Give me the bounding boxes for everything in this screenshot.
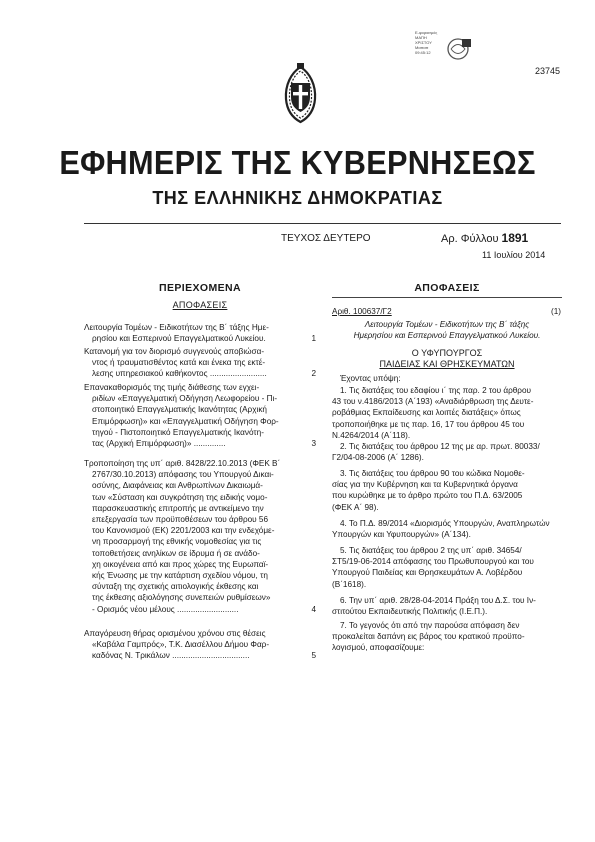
- entry-line: [84, 650, 316, 661]
- item-line: 2. Τις διατάξεις του άρθρου 12 της με αρ. πρωτ. 80033/: [340, 442, 540, 451]
- gazette-subtitle: ΤΗΣ ΕΛΛΗΝΙΚΗΣ ΔΗΜΟΚΡΑΤΙΑΣ: [152, 188, 443, 208]
- issue-date: 11 Ιουλίου 2014: [482, 250, 546, 260]
- entry-page: 2: [311, 369, 316, 378]
- item-line: τροποποιήθηκε με τις παρ. 16, 17 του άρθρου 45 του: [332, 419, 525, 429]
- item-line: 3. Τις διατάξεις του άρθρου 90 του κώδικα Νομοθε-: [340, 469, 525, 478]
- item-line: 5. Τις διατάξεις του άρθρου 2 της υπ΄ αριθ. 34654/: [340, 546, 522, 555]
- greek-coat-of-arms-icon: [279, 63, 322, 125]
- entry-page: 5: [311, 651, 316, 660]
- item-line: ροβάθμιας Εκπαίδευσης και λοιπές διατάξεις» όπως: [332, 408, 521, 418]
- header-divider: [84, 223, 561, 224]
- entry-line: Επιμόρφωση)» και «Επαγγελματική Οδήγηση Φορ-: [92, 416, 279, 426]
- entry-line: [84, 604, 316, 615]
- entry-line: Επανακαθορισμός της τιμής διάθεσης των εγχει-: [84, 383, 260, 392]
- having-in-mind: Έχοντας υπόψη:: [340, 374, 401, 383]
- item-line: προκαλείται δαπάνη εις βάρος του κρατικού προϋπο-: [332, 632, 525, 642]
- entry-page: 1: [311, 334, 316, 343]
- contents-entry[interactable]: [84, 322, 316, 344]
- entry-line: «Καβάλα Γαμπρός», Τ.Κ. Διασέλλου Δήμου Φαρ-: [92, 640, 270, 650]
- authority-title: Ο ΥΦΥΠΟΥΡΓΟΣ: [411, 348, 483, 358]
- item-line: (ΦΕΚ Α΄ 98).: [332, 502, 379, 512]
- subject-line: Λειτουργία Τομέων - Ειδικοτήτων της Β΄ τάξης: [364, 320, 530, 329]
- contents-heading: ΠΕΡΙΕΧΟΜΕΝΑ: [159, 282, 241, 294]
- entry-line: κής Ένωσης με την κατάρτιση σχεδίου νόμου, τη: [92, 571, 268, 581]
- entry-line: του Κανονισμού (ΕΚ) 2201/2003 και την ενδεχόμε-: [92, 526, 275, 536]
- contents-entry[interactable]: [84, 346, 316, 380]
- entry-line: [84, 368, 316, 379]
- decisions-divider: [332, 297, 562, 298]
- page-number: 23745: [534, 66, 560, 76]
- item-line: Γ2/04-08-2006 (Α΄ 1286).: [332, 453, 424, 463]
- stamp-line: ΜΑΠΗ: [415, 35, 427, 40]
- item-line: Υπουργού Παιδείας και Θρησκευμάτων Α. Λοβέρδου: [332, 568, 523, 578]
- leader-dots: ..................................: [172, 651, 250, 661]
- gazette-title: ΕΦΗΜΕΡΙΣ ΤΗΣ ΚΥΒΕΡΝΗΣΕΩΣ: [59, 144, 536, 181]
- decision-item: [332, 385, 562, 441]
- decision-item: [332, 595, 562, 617]
- contents-entry[interactable]: [84, 382, 316, 449]
- item-line: Ν.4264/2014 (Α΄118).: [332, 430, 411, 440]
- entry-line: νη προσαρμογή της εθνικής νομοθεσίας για τις: [92, 537, 262, 547]
- entry-line: ριδίων «Επαγγελματική Οδήγηση Λεωφορείου - Πι-: [92, 394, 278, 404]
- item-line: στιτούτου Εκπαιδευτικής Πολιτικής (Ι.Ε.Π.).: [332, 607, 488, 617]
- leader-dots: ...........................: [177, 604, 239, 614]
- contents-section-heading: ΑΠΟΦΑΣΕΙΣ: [172, 300, 228, 310]
- item-line: 7. Το γεγονός ότι από την παρούσα απόφαση δεν: [340, 621, 520, 630]
- item-line: λογισμού, αποφασίζουμε:: [332, 643, 425, 653]
- leader-dots: ..............: [193, 439, 226, 449]
- entry-line: Τροποποίηση της υπ΄ αριθ. 8428/22.10.2013 (ΦΕΚ Β΄: [84, 459, 281, 468]
- decisions-heading: ΑΠΟΦΑΣΕΙΣ: [414, 282, 480, 294]
- entry-line: ντος ή τραυματισθέντος κατά και ένεκα της εκτέ-: [92, 358, 266, 368]
- entry-line-text: τας (Αρχική Επιμόρφωση)»: [92, 439, 192, 449]
- item-line: (Β΄1618).: [332, 579, 367, 589]
- entry-line: χη οικογένεια από και προς χώρες της Ευρωπαϊ-: [92, 559, 269, 569]
- entry-line: [84, 438, 316, 449]
- contents-entry[interactable]: [84, 628, 316, 662]
- entry-line: Απαγόρευση θήρας ορισμένου χρόνου στις θέσεις: [84, 629, 266, 638]
- entry-line-text: λεσης υπηρεσιακού καθήκοντος: [92, 369, 208, 379]
- entry-line: Κατανομή για τον διορισμό συγγενούς αποβιώσα-: [84, 347, 265, 356]
- entry-page: 4: [311, 605, 316, 614]
- entry-line: επεξεργασία των προϋποθέσεων του άρθρου 56: [92, 515, 269, 525]
- entry-line: ρησίου και Εσπερινού Επαγγελματικού Λυκείου.: [92, 334, 266, 344]
- entry-line: Λειτουργία Τομέων - Ειδικοτήτων της Β΄ τάξης Ημε-: [84, 323, 269, 332]
- sheet-label-text: Αρ. Φύλλου: [441, 233, 502, 245]
- entry-line: σύνταξη της σχετικής αιτιολογικής έκθεσης και: [92, 582, 259, 592]
- entry-line: τοποθετήσεις ανηλίκων σε ίδρυμα ή σε ανάδο-: [92, 548, 260, 558]
- leader-dots: .........................: [209, 369, 267, 379]
- sheet-number: 1891: [501, 231, 529, 245]
- stamp-line: ΧΡΙΣΤΟΥ: [415, 40, 432, 45]
- decision-item: [332, 545, 562, 590]
- entry-page: 3: [311, 439, 316, 448]
- entry-line: των «Σύσταση και συγκρότηση της ειδικής νομο-: [92, 492, 268, 502]
- stamp-line: Μαπαπ: [415, 45, 429, 50]
- stamp-line: 09:45:12: [415, 50, 431, 55]
- sheet-number-label: [441, 231, 528, 245]
- authority-subtitle: ΠΑΙΔΕΙΑΣ ΚΑΙ ΘΡΗΣΚΕΥΜΑΤΩΝ: [379, 359, 515, 369]
- subject-line: Ημερησίου και Εσπερινού Επαγγελματικού Λυκείου.: [353, 331, 541, 341]
- decision-item: [332, 468, 562, 513]
- decision-item: [332, 518, 562, 540]
- item-line: 6. Την υπ΄ αριθ. 28/28-04-2014 Πράξη του Δ.Σ. του Ιν-: [340, 596, 536, 605]
- decision-reference: Αριθ. 100637/Γ2: [332, 307, 392, 316]
- item-line: σίας για την Κυβέρνηση και τα Κυβερνητικά όργανα: [332, 480, 518, 490]
- decision-marker: (1): [551, 307, 562, 316]
- item-line: 43 του ν.4186/2013 (Α΄193) «Αναδιάρθρωση της Δευτε-: [332, 397, 534, 407]
- decision-item: [332, 620, 562, 654]
- entry-line-text: - Ορισμός νέου μέλους: [92, 604, 175, 614]
- entry-line: τηγού - Πιστοποιητικό Επαγγελματικής Ικανότη-: [92, 427, 264, 437]
- item-line: ΣΤ5/19-06-2014 απόφασης του Πρωθυπουργού και του: [332, 557, 534, 567]
- decision-item: [332, 441, 562, 463]
- contents-entry[interactable]: [84, 458, 316, 615]
- stamp-line: Ε-φορασμός: [415, 30, 438, 35]
- item-line: 1. Τις διατάξεις του εδαφίου ι΄ της παρ. 2 του άρθρου: [340, 386, 531, 395]
- entry-line: 2767/30.10.2013) απόφασης του Υπουργού Δικαι-: [92, 470, 274, 480]
- entry-line: οσύνης, Διαφάνειας και Ανθρωπίνων Δικαιωμά-: [92, 481, 263, 491]
- entry-line: παρασκευαστικής επιτροπής με αντικείμενο την: [92, 503, 264, 513]
- entry-line-text: καδόνας Ν. Τρικάλων: [92, 651, 170, 661]
- entry-line: της έκθεσης αξιολόγησης συνεπειών ρυθμίσεων»: [92, 593, 271, 603]
- decision-subject: [332, 319, 562, 341]
- item-line: 4. Το Π.Δ. 89/2014 «Διορισμός Υπουργών, Αναπληρωτών: [340, 519, 550, 528]
- issue-label: ΤΕΥΧΟΣ ΔΕΥΤΕΡΟ: [281, 233, 371, 244]
- digital-signature-stamp: [415, 30, 475, 64]
- entry-line: στοποιητικό Επαγγελματικής Ικανότητας (Αρχική: [92, 405, 267, 415]
- item-line: που κυρώθηκε με το άρθρο πρώτο του Π.Δ. 63/2005: [332, 491, 523, 501]
- item-line: Υπουργών και Υφυπουργών» (Α΄134).: [332, 530, 471, 540]
